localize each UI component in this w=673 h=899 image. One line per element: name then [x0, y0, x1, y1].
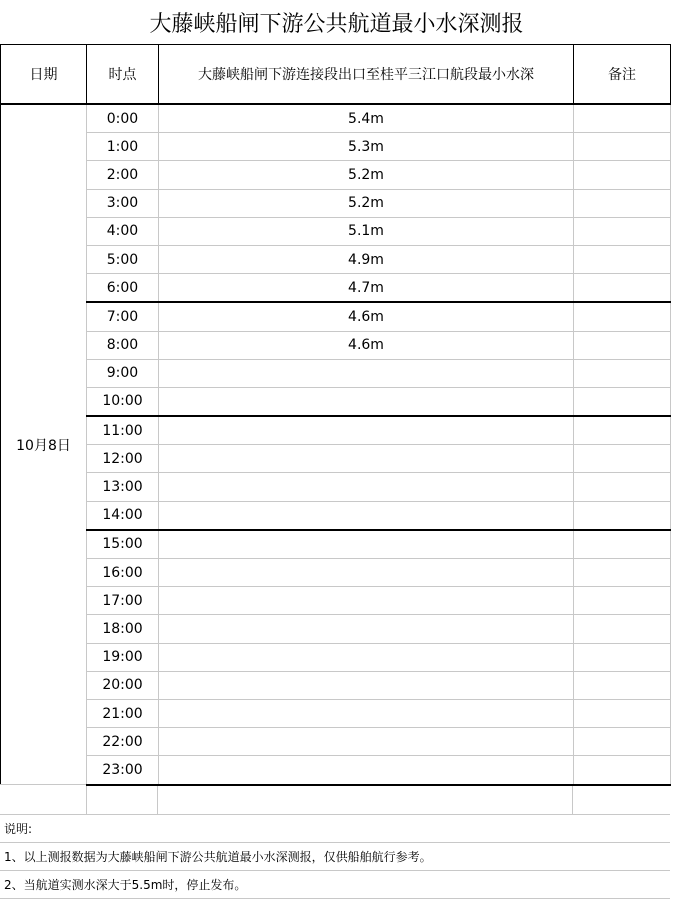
remark-cell: [574, 245, 671, 273]
report-title: 大藤峡船闸下游公共航道最小水深测报: [149, 11, 524, 37]
notes-label: 说明:: [0, 815, 670, 843]
depth-cell: [159, 671, 574, 699]
remark-cell: [574, 473, 671, 501]
date-cell: 10月8日: [1, 104, 87, 785]
header-row: [1, 45, 671, 105]
remark-cell: [574, 756, 671, 785]
depth-cell: [159, 615, 574, 643]
depth-cell: [159, 559, 574, 587]
note-line-2: 2、当航道实测水深大于5.5m时，停止发布。: [0, 871, 670, 899]
table-row: [1, 387, 671, 416]
header-remark: 备注: [574, 45, 671, 105]
header-date: 日期: [1, 45, 87, 105]
depth-cell: [159, 756, 574, 785]
depth-cell: [159, 699, 574, 727]
table-row: [1, 728, 671, 756]
time-cell: 4:00: [87, 217, 159, 245]
remark-cell: [574, 501, 671, 530]
time-cell: 7:00: [87, 302, 159, 331]
table-row: [1, 189, 671, 217]
table-row: [1, 501, 671, 530]
depth-cell: [159, 359, 574, 387]
table-row: [1, 615, 671, 643]
time-cell: 1:00: [87, 133, 159, 161]
remark-cell: [574, 133, 671, 161]
depth-cell: [159, 530, 574, 559]
time-cell: 8:00: [87, 331, 159, 359]
time-cell: 0:00: [87, 104, 159, 133]
depth-table: [0, 44, 671, 786]
blank-row: [0, 786, 670, 815]
table-row: [1, 699, 671, 727]
time-cell: 18:00: [87, 615, 159, 643]
note-line-1: 1、以上测报数据为大藤峡船闸下游公共航道最小水深测报，仅供船舶航行参考。: [0, 843, 670, 871]
remark-cell: [574, 643, 671, 671]
time-cell: 14:00: [87, 501, 159, 530]
time-cell: 13:00: [87, 473, 159, 501]
time-cell: 21:00: [87, 699, 159, 727]
table-row: [1, 643, 671, 671]
table-row: [1, 331, 671, 359]
header-depth: 大藤峡船闸下游连接段出口至桂平三江口航段最小水深: [159, 45, 574, 105]
table-row: [1, 445, 671, 473]
time-cell: 20:00: [87, 671, 159, 699]
time-cell: 16:00: [87, 559, 159, 587]
time-cell: 2:00: [87, 161, 159, 189]
table-row: [1, 473, 671, 501]
time-cell: 6:00: [87, 274, 159, 303]
remark-cell: [574, 615, 671, 643]
depth-cell: 4.6m: [159, 331, 574, 359]
remark-cell: [574, 274, 671, 303]
table-row: [1, 559, 671, 587]
remark-cell: [574, 331, 671, 359]
remark-cell: [574, 359, 671, 387]
remark-cell: [574, 416, 671, 445]
depth-cell: [159, 501, 574, 530]
remark-cell: [574, 671, 671, 699]
table-row: [1, 217, 671, 245]
depth-cell: 5.1m: [159, 217, 574, 245]
remark-cell: [574, 728, 671, 756]
depth-cell: 4.6m: [159, 302, 574, 331]
time-cell: 17:00: [87, 587, 159, 615]
time-cell: 15:00: [87, 530, 159, 559]
remark-cell: [574, 445, 671, 473]
time-cell: 23:00: [87, 756, 159, 785]
depth-cell: [159, 587, 574, 615]
depth-cell: 4.7m: [159, 274, 574, 303]
remark-cell: [574, 530, 671, 559]
table-row: [1, 245, 671, 273]
time-cell: 22:00: [87, 728, 159, 756]
depth-cell: [159, 445, 574, 473]
depth-cell: [159, 387, 574, 416]
header-time: 时点: [87, 45, 159, 105]
table-row: [1, 530, 671, 559]
remark-cell: [574, 699, 671, 727]
time-cell: 12:00: [87, 445, 159, 473]
depth-cell: [159, 473, 574, 501]
remark-cell: [574, 387, 671, 416]
notes-section: [0, 786, 670, 899]
depth-cell: 5.2m: [159, 189, 574, 217]
table-row: [1, 416, 671, 445]
remark-cell: [574, 302, 671, 331]
depth-cell: 5.4m: [159, 104, 574, 133]
table-row: [1, 359, 671, 387]
table-row: [1, 133, 671, 161]
remark-cell: [574, 161, 671, 189]
table-row: [1, 274, 671, 303]
depth-cell: [159, 643, 574, 671]
depth-cell: 5.2m: [159, 161, 574, 189]
time-cell: 9:00: [87, 359, 159, 387]
table-row: [1, 104, 671, 133]
time-cell: 10:00: [87, 387, 159, 416]
remark-cell: [574, 189, 671, 217]
time-cell: 3:00: [87, 189, 159, 217]
table-row: [1, 587, 671, 615]
depth-cell: [159, 416, 574, 445]
time-cell: 19:00: [87, 643, 159, 671]
depth-cell: 5.3m: [159, 133, 574, 161]
remark-cell: [574, 104, 671, 133]
table-row: [1, 756, 671, 785]
time-cell: 5:00: [87, 245, 159, 273]
table-row: [1, 161, 671, 189]
time-cell: 11:00: [87, 416, 159, 445]
depth-cell: 4.9m: [159, 245, 574, 273]
remark-cell: [574, 587, 671, 615]
table-row: [1, 671, 671, 699]
depth-cell: [159, 728, 574, 756]
table-row: [1, 302, 671, 331]
remark-cell: [574, 217, 671, 245]
remark-cell: [574, 559, 671, 587]
